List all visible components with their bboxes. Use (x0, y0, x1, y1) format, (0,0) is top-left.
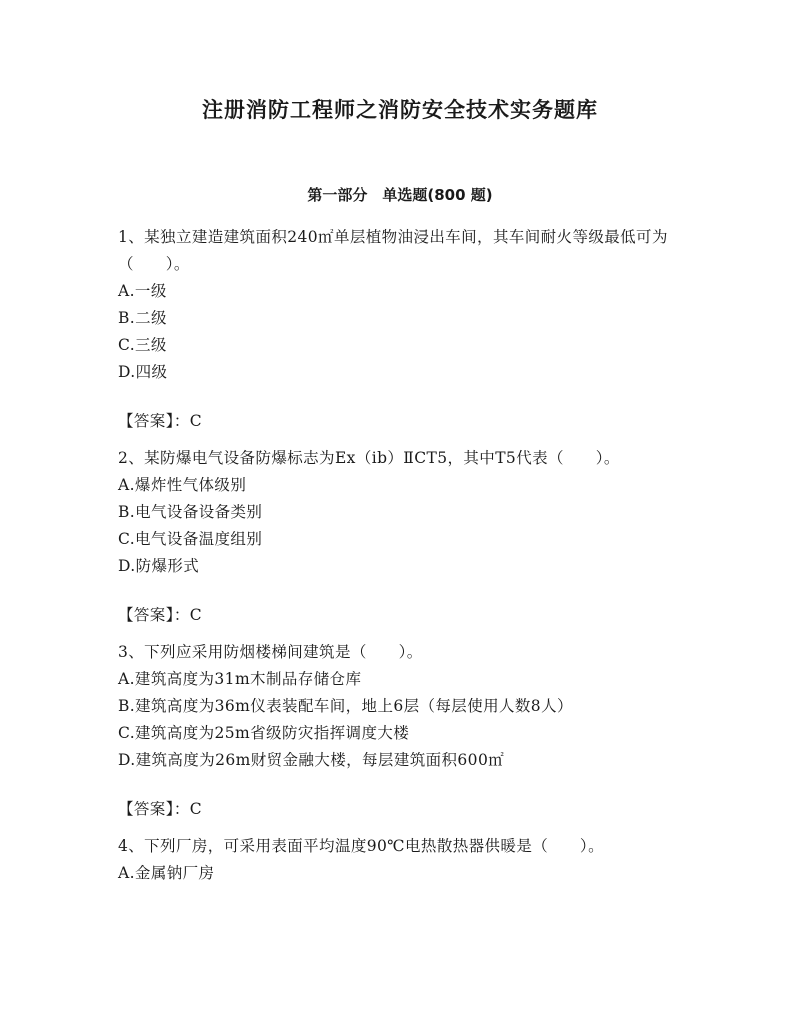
option-d: D.四级 (118, 363, 168, 381)
section-heading: 第一部分 单选题(800 题) (307, 186, 493, 204)
question-text: 4、下列厂房，可采用表面平均温度90℃电热散热器供暖是（ ）。 (118, 837, 604, 855)
question-text: 1、某独立建造建筑面积240㎡单层植物油浸出车间，其车间耐火等级最低可为（ ）。 (118, 228, 668, 273)
option-a: A.建筑高度为31m木制品存储仓库 (118, 670, 362, 688)
option-d: D.防爆形式 (118, 557, 200, 575)
question-text: 3、下列应采用防烟楼梯间建筑是（ ）。 (118, 643, 423, 661)
question-list (118, 224, 678, 887)
answer: 【答案】：C (118, 412, 203, 430)
option-a: A.爆炸性气体级别 (118, 476, 247, 494)
answer: 【答案】：C (118, 800, 203, 818)
option-b: B.建筑高度为36m仪表装配车间，地上6层（每层使用人数8人） (118, 697, 573, 715)
option-d: D.建筑高度为26m财贸金融大楼，每层建筑面积600㎡ (118, 751, 505, 769)
question-text: 2、某防爆电气设备防爆标志为Ex（ib）ⅡCT5，其中T5代表（ ）。 (118, 449, 620, 467)
option-a: A.金属钠厂房 (118, 864, 215, 882)
question-2 (118, 445, 678, 629)
document-title: 注册消防工程师之消防安全技术实务题库 (202, 98, 598, 122)
question-3 (118, 639, 678, 823)
option-b: B.电气设备设备类别 (118, 503, 263, 521)
answer: 【答案】：C (118, 606, 203, 624)
question-4 (118, 833, 678, 887)
option-b: B.二级 (118, 309, 167, 327)
option-c: C.建筑高度为25m省级防灾指挥调度大楼 (118, 724, 410, 742)
option-c: C.三级 (118, 336, 167, 354)
question-1 (118, 224, 678, 435)
option-c: C.电气设备温度组别 (118, 530, 263, 548)
option-a: A.一级 (118, 282, 167, 300)
